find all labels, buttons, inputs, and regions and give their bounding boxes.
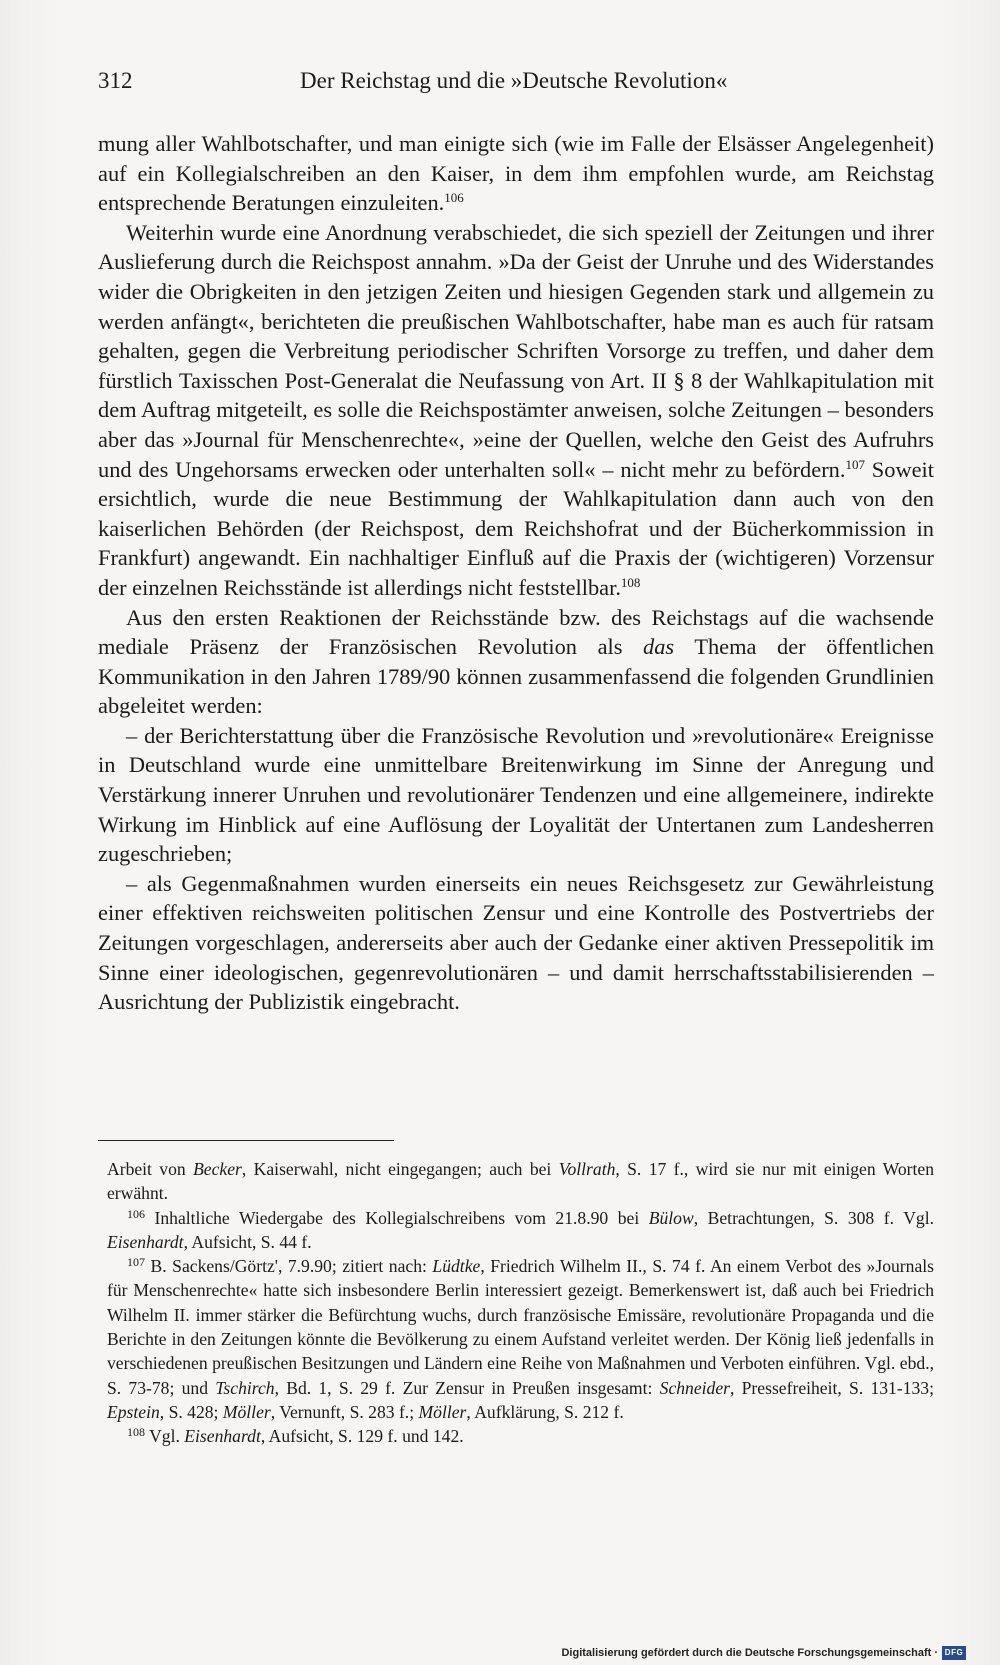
footnote-number: 108 (127, 1425, 145, 1440)
footnote-divider (98, 1140, 394, 1141)
footnote-ref-107[interactable]: 107 (845, 456, 865, 472)
digitization-credit (561, 1645, 966, 1661)
fn-author: Eisenhardt (184, 1426, 261, 1447)
paragraph-3-emphasis: das (643, 634, 675, 660)
paragraph-3-text-a: Aus den ersten Reaktionen der Reichsstände bzw. des Reichstags auf die wachsende mediale Präsenz der Französischen Revolution als (98, 604, 934, 660)
footnote-number: 106 (127, 1206, 145, 1221)
paragraph-2 (98, 218, 934, 603)
page-number: 312 (98, 68, 133, 93)
fn-text: Arbeit von (107, 1159, 194, 1179)
fn-author: Epstein (107, 1401, 160, 1422)
fn-text: , Vernunft, S. 283 f.; (270, 1401, 419, 1422)
running-head: Der Reichstag und die »Deutsche Revolution« (300, 68, 728, 93)
fn-text: Vgl. (145, 1426, 185, 1447)
fn-author: Möller (418, 1401, 467, 1422)
fn-author: Tschirch (215, 1377, 275, 1398)
footnote-ref-108[interactable]: 108 (620, 574, 641, 590)
fn-author: Möller (222, 1401, 271, 1422)
fn-author: Schneider (659, 1377, 730, 1398)
page-header (98, 64, 934, 98)
paragraph-1-text: mung aller Wahlbotschafter, und man einigte sich (wie im Falle der Elsässer Angelegenheit) auf ein Kollegialschreiben an den Kaiser, in dem ihm empfohlen wurde, am Reichstag entsprechende Beratungen einzuleiten. (98, 131, 934, 216)
fn-author: Eisenhardt (107, 1231, 184, 1252)
paragraph-2-text-a: Weiterhin wurde eine Anordnung verabschiedet, die sich speziell der Zeitungen und ihrer Auslieferung durch die Reichspost annahm. »Da der Geist der Unruhe und des Widerstandes wider die Obrigkeiten in den jetzigen Zeiten und hiesigen Gegenden stark und allgemein zu werden anfängt«, berichteten die preußischen Wahlbotschafter, habe man es auch für ratsam gehalten, gegen die Verbreitung periodischer Schriften Vorsorge zu treffen, und daher dem fürstlich Taxisschen Post-Generalat die Neufassung von Art. II § 8 der Wahlkapitulation mit dem Auftrag mitgeteilt, es solle die Reichspostämter anweisen, solche Zeitungen – besonders aber das »Journal für Menschenrechte«, »eine der Quellen, welche den Geist des Aufruhrs und des Ungehorsams erwecken oder unterhalten soll« – nicht mehr zu befördern. (98, 219, 934, 482)
paragraph-2-text-b: Soweit ersichtlich, wurde die neue Bestimmung der Wahlkapitulation dann auch von den kaiserlichen Behörden (der Reichspost, dem Reichshofrat und der Bücherkommission in Frankfurt) angewandt. Ein nachhaltiger Einfluß auf die Praxis der (wichtigeren) Vorzensur der einzelnen Reichsstände ist allerdings nicht feststellbar. (98, 456, 934, 600)
footnote-108 (107, 1424, 934, 1448)
fn-text: , Aufsicht, S. 129 f. und 142. (260, 1426, 464, 1447)
fn-text: , S. 428; (159, 1401, 223, 1422)
fn-author: Vollrath (558, 1159, 616, 1179)
fn-text: , Betrachtungen, S. 308 f. Vgl. (693, 1207, 934, 1228)
fn-author: Bülow (648, 1207, 694, 1228)
fn-text: , Aufklärung, S. 212 f. (466, 1401, 624, 1422)
credit-text: Digitalisierung gefördert durch die Deutsche Forschungsgemeinschaft · (561, 1647, 938, 1659)
paragraph-1 (98, 129, 934, 218)
fn-text: , Aufsicht, S. 44 f. (183, 1231, 312, 1252)
footnotes (107, 1157, 934, 1449)
footnote-ref-106[interactable]: 106 (444, 190, 464, 206)
fn-author: Becker (193, 1159, 242, 1179)
dfg-logo-icon: DFG (942, 1646, 966, 1660)
fn-author: Lüdtke (432, 1256, 481, 1277)
footnote-107 (107, 1254, 934, 1424)
paragraph-5: – als Gegenmaßnahmen wurden einerseits ein neues Reichsgesetz zur Gewährleistung einer effektiven reichsweiten politischen Zensur und eine Kontrolle des Postvertriebs der Zeitungen vorgeschlagen, andererseits aber auch der Gedanke einer aktiven Pressepolitik im Sinne einer ideologischen, gegenrevolutionären – und damit herrschaftsstabilisierenden – Ausrichtung der Publizistik eingebracht. (98, 870, 934, 1015)
fn-text: , Pressefreiheit, S. 131-133; (730, 1377, 934, 1398)
fn-text: , Bd. 1, S. 29 f. Zur Zensur in Preußen insgesamt: (274, 1377, 660, 1398)
footnote-106 (107, 1206, 934, 1255)
body-text (98, 129, 934, 1017)
footnote-continuation (107, 1157, 934, 1206)
fn-text: Inhaltliche Wiedergabe des Kollegialschreibens vom 21.8.90 bei (145, 1207, 649, 1228)
fn-text: , Friedrich Wilhelm II., S. 74 f. An einem Verbot des »Journals für Menschenrechte« hatte sich insbesondere Berlin interessiert gezeigt. Bemerkenswert ist, daß auch bei Friedrich Wilhelm II. immer stärker die Befürchtung wuchs, durch französische Emissäre, revolutionäre Propaganda und die Berichte in den Zeitungen könnte die Bevölkerung zu einem Aufstand verleitet werden. Der König ließ jedenfalls in verschiedenen preußischen Besitzungen und Ländern eine Reihe von Maßnahmen und Verboten einführen. Vgl. ebd., S. 73-78; und (107, 1256, 934, 1398)
fn-text: , Kaiserwahl, nicht eingegangen; auch bei (241, 1159, 559, 1179)
footnote-number: 107 (127, 1255, 145, 1270)
fn-text: B. Sackens/Görtz', 7.9.90; zitiert nach: (145, 1256, 433, 1277)
paragraph-3-text-b: Thema der öffentlichen Kommunikation in den Jahren 1789/90 können zusammenfassend die folgenden Grundlinien abgeleitet werden: (98, 634, 934, 719)
paragraph-3 (98, 603, 934, 721)
fn-text: , S. 17 f., wird sie nur mit einigen Worten erwähnt. (107, 1159, 935, 1204)
paragraph-4: – der Berichterstattung über die Französische Revolution und »revolutionäre« Ereignisse in Deutschland wurde eine unmittelbare Breitenwirkung im Sinne der Anregung und Verstärkung innerer Unruhen und revolutionärer Tendenzen und eine allgemeinere, indirekte Wirkung im Hinblick auf eine Auflösung der Loyalität der Untertanen zum Landesherren zugeschrieben; (98, 722, 934, 867)
